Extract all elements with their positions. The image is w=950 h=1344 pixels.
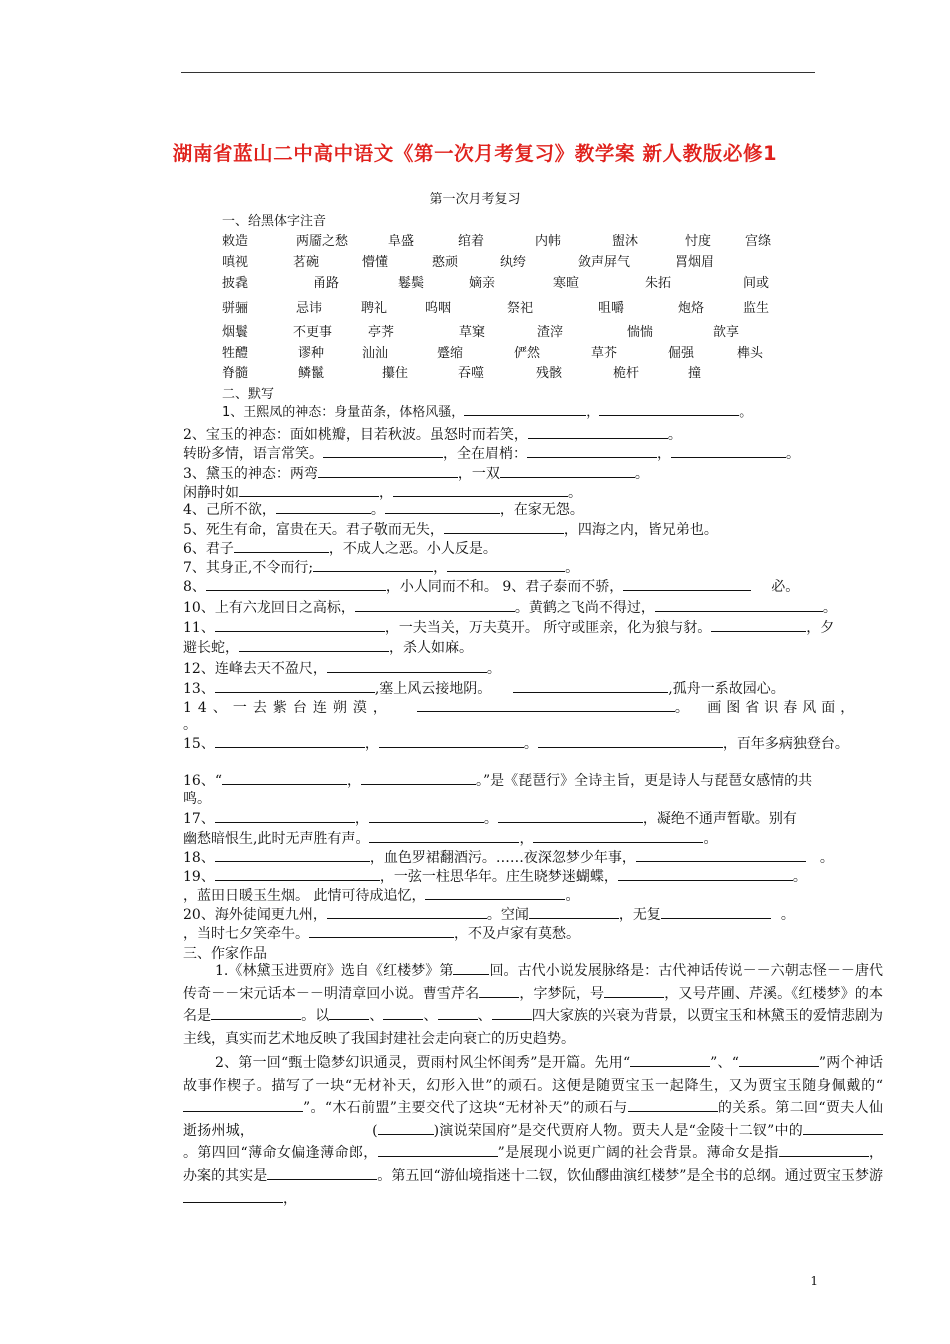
dictation-line: ，蓝田日暖玉生烟。 此情可待成追忆， 。 [183, 885, 883, 906]
answer-blank[interactable] [215, 733, 365, 748]
answer-blank[interactable] [671, 443, 786, 458]
vocab-word: 盥沐 [612, 234, 639, 249]
dictation-line: 。 [183, 717, 197, 733]
answer-blank[interactable] [447, 557, 565, 572]
vocab-word: 忌讳 [296, 301, 323, 316]
vocab-word: 茗碗 [293, 255, 320, 270]
answer-blank[interactable] [327, 658, 487, 673]
vocab-word: 不更事 [293, 325, 333, 340]
answer-blank[interactable] [361, 770, 476, 785]
page-number: 1 [810, 1274, 818, 1288]
vocab-word: 鳞鬣 [298, 366, 325, 381]
dictation-line: ，当时七夕笑牵牛。 ，不及卢家有莫愁。 [183, 923, 883, 944]
dictation-line: 4、己所不欲， 。 ，在家无怨。 [183, 499, 883, 520]
vocab-word: 呜咽 [425, 301, 452, 316]
dictation-line: 闲静时如 ， 。 [183, 482, 883, 503]
answer-blank[interactable] [527, 443, 657, 458]
vocab-word: 桅杆 [613, 366, 640, 381]
answer-blank[interactable] [327, 904, 487, 919]
answer-blank[interactable] [215, 617, 385, 632]
dictation-line: 2、宝玉的神态：面如桃瓣，目若秋波。虽怒时而若笑， 。 [183, 424, 883, 445]
document-title: 湖南省蓝山二中高中语文《第一次月考复习》教学案 新人教版必修1 [172, 142, 778, 165]
vocab-word: 嫡亲 [469, 276, 496, 291]
vocab-word: 吞噬 [458, 366, 485, 381]
answer-blank[interactable] [323, 443, 443, 458]
dictation-line: 6、君子 ，不成人之恶。小人反是。 [183, 538, 883, 559]
answer-blank[interactable] [318, 463, 458, 478]
vocab-word: 骈骊 [222, 301, 249, 316]
answer-blank[interactable] [479, 983, 519, 998]
vocab-row [0, 251, 950, 271]
vocab-word: 纨绔 [500, 255, 527, 270]
answer-blank[interactable] [313, 557, 433, 572]
vocab-word: 绾着 [458, 234, 485, 249]
answer-blank[interactable] [215, 866, 380, 881]
vocab-row [0, 362, 950, 382]
section-heading-authors: 三、作家作品 [183, 946, 267, 962]
vocab-word: 敕造 [222, 234, 249, 249]
vocab-word: 撞 [688, 366, 702, 381]
section-heading-dictation: 二、默写 [222, 387, 275, 402]
answer-blank[interactable] [329, 1005, 369, 1020]
dictation-line: 7、其身正,不令而行; ， 。 [183, 557, 883, 578]
answer-blank[interactable] [538, 733, 723, 748]
vocab-word: 内帏 [535, 234, 562, 249]
answer-blank[interactable] [528, 424, 668, 439]
answer-blank[interactable] [533, 828, 703, 843]
vocab-word: 亭荠 [368, 325, 395, 340]
vocab-word: 懵懂 [362, 255, 389, 270]
vocab-word: 倔强 [668, 346, 695, 361]
dictation-line: 5、死生有命，富贵在天。君子敬而无失， ，四海之内，皆兄弟也。 [183, 519, 883, 540]
dictation-line: 12、连峰去天不盈尺， 。 [183, 658, 883, 679]
answer-blank[interactable] [267, 1165, 377, 1180]
answer-blank[interactable] [234, 538, 329, 553]
vocab-word: 敛声屏气 [578, 255, 631, 270]
header-rule [181, 72, 815, 73]
dictation-line: 16、“ ， 。”是《琵琶行》全诗主旨，更是诗人与琵琶女感情的共 [183, 770, 883, 791]
dictation-line: 3、黛玉的神态：两弯 ，一双 。 [183, 463, 883, 484]
vocab-word: 嗔视 [222, 255, 249, 270]
vocab-row [0, 297, 950, 317]
dictation-line: 15、 ， 。 ，百年多病独登台。 [183, 733, 883, 754]
dictation-line: 避长蛇， ，杀人如麻。 [183, 637, 883, 658]
answer-blank[interactable] [378, 1142, 498, 1157]
answer-blank[interactable] [369, 828, 519, 843]
answer-blank[interactable] [599, 401, 739, 416]
answer-blank[interactable] [211, 1005, 301, 1020]
answer-blank[interactable] [393, 482, 568, 497]
vocab-word: 甬路 [313, 276, 340, 291]
vocab-word: 烟鬟 [222, 325, 249, 340]
answer-blank[interactable] [183, 1097, 303, 1112]
answer-blank[interactable] [369, 808, 484, 823]
vocab-word: 草窠 [459, 325, 486, 340]
paragraph-authors-1: 1.《林黛玉进贾府》选自《红楼梦》第 回。古代小说发展脉络是：古代神话传说－－六朝志怪－－唐代传奇－－宋元话本－－明清章回小说。曹雪芹名 ，字梦阮，号 ，又号芹圃、芹溪。《红楼梦》的本名是 。以 、 、 、 四大家族的兴衰为背景，以贾宝玉和林黛玉的爱情悲剧为主线，真实而艺术地反映了我国封建社会走向衰亡的历史趋势。 [183, 960, 883, 1050]
paragraph-authors-2: 2、第一回“甄士隐梦幻识通灵，贾雨村风尘怀闺秀”是开篇。先用“ ”、“ ”两个神话故事作楔子。描写了一块“无材补天，幻形入世”的顽石。这便是随贾宝玉一起降生，又为贾宝玉随身佩戴的“”。“木石前盟”主要交代了这块“无材补天”的顽石与 的关系。第二回“贾夫人仙逝扬州城， ( )演说荣国府”是交代贾府人物。贾夫人是“金陵十二钗”中的。第四回“薄命女偏逢薄命郎， ”是展现小说更广阔的社会背景。薄命女是指 ，办案的其实是 。第五回“游仙境指迷十二钗，饮仙醪曲演红楼梦”是全书的总纲。通过贾宝玉梦游， [183, 1052, 883, 1210]
dictation-line: 17、 ， 。 ，凝绝不通声暂歇。别有 [183, 808, 883, 829]
vocab-word: 朱拓 [645, 276, 672, 291]
answer-blank[interactable] [276, 499, 371, 514]
answer-blank[interactable] [355, 597, 515, 612]
answer-blank[interactable] [206, 576, 386, 591]
vocab-word: 谬种 [298, 346, 325, 361]
vocab-word: 蹙缩 [437, 346, 464, 361]
answer-blank[interactable] [500, 463, 635, 478]
vocab-word: 咀嚼 [598, 301, 625, 316]
dictation-line: 13、 ,塞上风云接地阴。 ,孤舟一系故园心。 [183, 678, 883, 699]
vocab-word: 渣滓 [537, 325, 564, 340]
answer-blank[interactable] [438, 1005, 478, 1020]
vocab-row [0, 342, 950, 362]
dictation-line: 8、 ，小人同而不和。 9、君子泰而不骄， 必。 [183, 576, 883, 597]
answer-blank[interactable] [379, 733, 524, 748]
vocab-word: 聘礼 [361, 301, 388, 316]
answer-blank[interactable] [309, 923, 454, 938]
vocab-word: 脊髓 [222, 366, 249, 381]
dictation-line: 鸣。 [183, 791, 211, 807]
dictation-line: 11、 ，一夫当关，万夫莫开。 所守或匪亲，化为狼与豺。 ，夕 [183, 617, 883, 638]
answer-blank[interactable] [513, 678, 668, 693]
vocab-word: 俨然 [514, 346, 541, 361]
answer-blank[interactable] [215, 808, 355, 823]
answer-blank[interactable] [636, 847, 806, 862]
vocab-row [0, 272, 950, 292]
answer-blank[interactable] [630, 1052, 710, 1067]
vocab-word: 残骸 [536, 366, 563, 381]
vocab-word: 祭祀 [507, 301, 534, 316]
answer-blank[interactable] [529, 904, 619, 919]
vocab-word: 榫头 [737, 346, 764, 361]
answer-blank[interactable] [604, 983, 664, 998]
dictation-line: 1、王熙凤的神态：身量苗条，体格风骚， ， 。 [222, 401, 922, 423]
answer-blank[interactable] [623, 576, 751, 591]
dictation-line: 18、 ，血色罗裙翻酒污。……夜深忽梦少年事， 。 [183, 847, 883, 868]
answer-blank[interactable] [444, 519, 564, 534]
dictation-line: 14、一去紫台连朔漠， 。 画图省识春风面， [183, 697, 883, 718]
answer-blank[interactable] [239, 482, 379, 497]
dictation-line: 转盼多情，语言常笑。 ，全在眉梢： ， 。 [183, 443, 883, 464]
answer-blank[interactable] [222, 770, 347, 785]
vocab-word: 忖度 [685, 234, 712, 249]
answer-blank[interactable] [215, 678, 375, 693]
answer-blank[interactable] [628, 1097, 718, 1112]
answer-blank[interactable] [661, 904, 771, 919]
vocab-word: 攥住 [382, 366, 409, 381]
vocab-word: 汕汕 [362, 346, 389, 361]
answer-blank[interactable] [383, 1005, 423, 1020]
answer-blank[interactable] [492, 1005, 532, 1020]
vocab-word: 阜盛 [388, 234, 415, 249]
vocab-word: 草芥 [591, 346, 618, 361]
section-heading-pinyin: 一、给黑体字注音 [222, 214, 327, 229]
vocab-word: 披毳 [222, 276, 249, 291]
document-subtitle: 第一次月考复习 [429, 192, 521, 207]
vocab-word: 憨顽 [432, 255, 459, 270]
vocab-word: 监生 [743, 301, 770, 316]
dictation-line: 20、海外徒闻更九州， 。空闻 ，无复 。 [183, 904, 883, 925]
answer-blank[interactable] [711, 617, 806, 632]
answer-blank[interactable] [618, 866, 793, 881]
vocab-word: 惴惴 [627, 325, 654, 340]
answer-blank[interactable] [425, 885, 565, 900]
answer-blank[interactable] [464, 401, 586, 416]
dictation-line: 19、 ，一弦一柱思华年。庄生晓梦迷蝴蝶， 。 [183, 866, 883, 887]
vocab-word: 宫绦 [745, 234, 772, 249]
answer-blank[interactable] [453, 960, 489, 975]
vocab-word: 罥烟眉 [675, 255, 715, 270]
dictation-line: 幽愁暗恨生,此时无声胜有声。 ， 。 [183, 828, 883, 849]
answer-blank[interactable] [183, 1188, 283, 1203]
answer-blank[interactable] [417, 697, 675, 712]
answer-blank[interactable] [739, 1052, 819, 1067]
vocab-row [0, 230, 950, 250]
vocab-word: 歆享 [713, 325, 740, 340]
vocab-word: 间或 [743, 276, 770, 291]
answer-blank[interactable] [215, 847, 370, 862]
answer-blank[interactable] [239, 637, 389, 652]
answer-blank[interactable] [385, 499, 500, 514]
answer-blank[interactable] [378, 1120, 434, 1135]
vocab-row [0, 321, 950, 341]
vocab-word: 鬈鬓 [398, 276, 425, 291]
dictation-line: 10、上有六龙回日之高标， 。黄鹤之飞尚不得过， 。 [183, 597, 883, 618]
vocab-word: 牲醴 [222, 346, 249, 361]
answer-blank[interactable] [655, 597, 823, 612]
vocab-word: 炮烙 [678, 301, 705, 316]
answer-blank[interactable] [779, 1142, 869, 1157]
vocab-word: 两靥之愁 [296, 234, 349, 249]
answer-blank[interactable] [498, 808, 643, 823]
vocab-word: 寒暄 [553, 276, 580, 291]
answer-blank[interactable] [803, 1120, 883, 1135]
